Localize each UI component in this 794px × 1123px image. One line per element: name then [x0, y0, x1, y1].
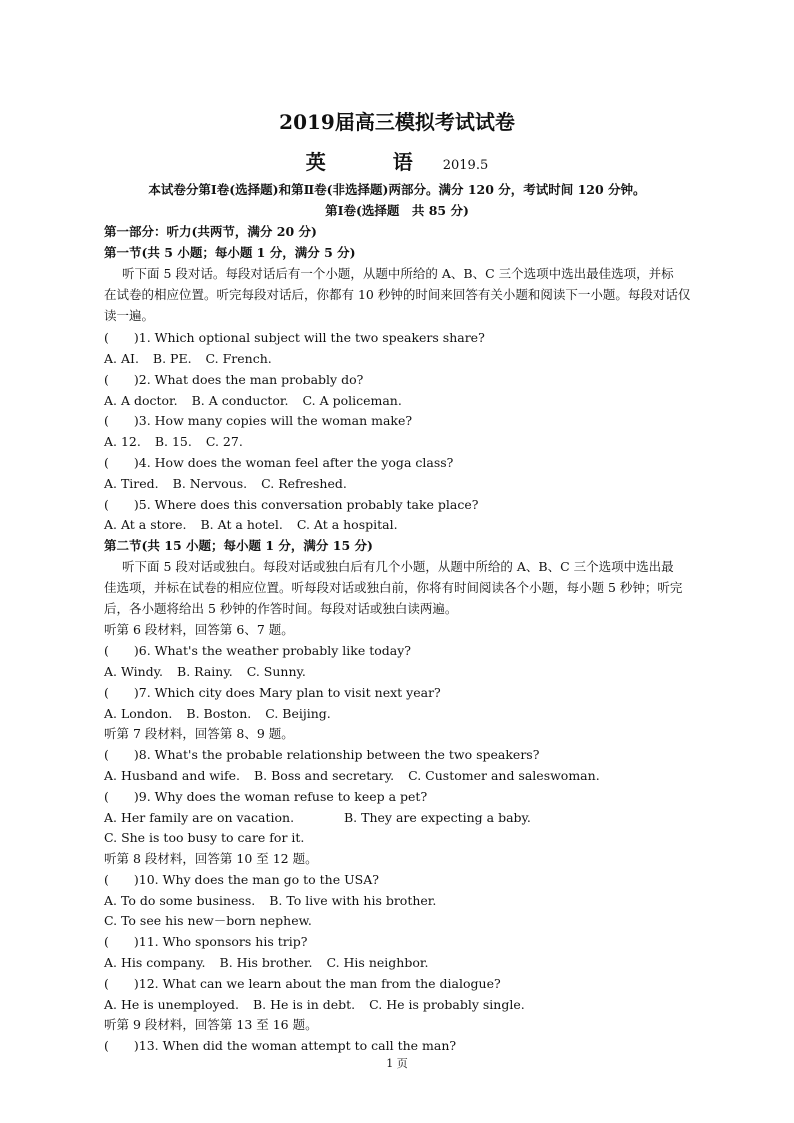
question-7-option-c: C. Beijing. [265, 706, 331, 721]
exam-date: 2019.5 [442, 158, 489, 173]
question-12-options [104, 997, 535, 1013]
part1-heading: 第一部分：听力(共两节，满分 20 分) [104, 224, 317, 239]
question-12-stem: ( )12. What can we learn about the man from the dialogue? [104, 976, 501, 991]
question-3-options [104, 434, 253, 450]
material-6-note: 听第 6 段材料，回答第 6、7 题。 [104, 622, 294, 637]
question-6-option-a: A. Windy. [104, 664, 164, 679]
volume-heading: 第Ⅰ卷(选择题 共 85 分) [325, 203, 469, 218]
page-number: 1 页 [386, 1057, 408, 1070]
question-7-stem: ( )7. Which city does Mary plan to visit next year? [104, 685, 441, 700]
material-8-note: 听第 8 段材料，回答第 10 至 12 题。 [104, 851, 318, 866]
question-7-option-a: A. London. [104, 706, 173, 721]
question-7-options [104, 706, 341, 722]
question-8-option-c: C. Customer and saleswoman. [408, 768, 600, 783]
question-3-option-a: A. 12. [104, 434, 141, 449]
question-10-option-b: B. To live with his brother. [269, 893, 437, 908]
question-12-option-c: C. He is probably single. [369, 997, 525, 1012]
question-5-options [104, 517, 408, 533]
question-2-option-b: B. A conductor. [191, 393, 289, 408]
material-7-note: 听第 7 段材料，回答第 8、9 题。 [104, 726, 294, 741]
question-1-stem: ( )1. Which optional subject will the two speakers share? [104, 330, 485, 345]
question-4-options [104, 476, 357, 492]
section2-instruction-line2: 佳选项，并标在试卷的相应位置。听每段对话或独白前，你将有时间阅读各个小题，每小题 5 秒钟；听完 [104, 580, 683, 595]
question-10-options-row1 [104, 893, 446, 909]
section1-heading: 第一节(共 5 小题；每小题 1 分，满分 5 分) [104, 245, 356, 260]
question-4-stem: ( )4. How does the woman feel after the yoga class? [104, 455, 454, 470]
question-3-stem: ( )3. How many copies will the woman make? [104, 413, 413, 428]
question-13-stem: ( )13. When did the woman attempt to call the man? [104, 1038, 457, 1053]
question-5-option-b: B. At a hotel. [200, 517, 283, 532]
question-12-option-b: B. He is in debt. [252, 997, 356, 1012]
question-6-options [104, 664, 316, 680]
question-9-options-row1 [104, 810, 531, 826]
question-3-option-b: B. 15. [154, 434, 192, 449]
question-6-stem: ( )6. What's the weather probably like today? [104, 643, 411, 658]
section1-instruction-line1: 听下面 5 段对话。每段对话后有一个小题，从题中所给的 A、B、C 三个选项中选出最佳选项，并标 [122, 266, 674, 281]
question-2-option-a: A. A doctor. [104, 393, 178, 408]
section2-instruction-line1: 听下面 5 段对话或独白。每段对话或独白后有几个小题，从题中所给的 A、B、C 三个选项中选出最 [122, 559, 674, 574]
question-11-stem: ( )11. Who sponsors his trip? [104, 934, 308, 949]
question-9-option-a: A. Her family are on vacation. [104, 810, 295, 825]
question-10-option-c: C. To see his new－born nephew. [104, 913, 312, 928]
question-8-options [104, 768, 610, 784]
subject-label: 英 语 [305, 150, 443, 174]
exam-intro: 本试卷分第Ⅰ卷(选择题)和第Ⅱ卷(非选择题)两部分。满分 120 分，考试时间 120 分钟。 [148, 182, 646, 197]
question-3-option-c: C. 27. [205, 434, 243, 449]
material-9-note: 听第 9 段材料，回答第 13 至 16 题。 [104, 1017, 318, 1032]
section2-heading: 第二节(共 15 小题；每小题 1 分，满分 15 分) [104, 538, 373, 553]
question-1-options [104, 351, 282, 367]
section1-instruction-line2: 在试卷的相应位置。听完每段对话后，你都有 10 秒钟的时间来回答有关小题和阅读下一小题。每段对话仅 [104, 287, 691, 302]
question-8-option-a: A. Husband and wife. [104, 768, 240, 783]
question-11-option-c: C. His neighbor. [326, 955, 429, 970]
question-1-option-a: A. AI. [104, 351, 139, 366]
question-6-option-c: C. Sunny. [246, 664, 306, 679]
question-2-options [104, 393, 412, 409]
question-4-option-a: A. Tired. [104, 476, 159, 491]
exam-title: 2019届高三模拟考试试卷 [279, 110, 515, 134]
question-10-stem: ( )10. Why does the man go to the USA? [104, 872, 379, 887]
question-9-option-c: C. She is too busy to care for it. [104, 830, 305, 845]
section2-instruction-line3: 后，各小题将给出 5 秒钟的作答时间。每段对话或独白读两遍。 [104, 601, 458, 616]
question-11-options [104, 955, 438, 971]
question-12-option-a: A. He is unemployed. [104, 997, 239, 1012]
question-7-option-b: B. Boston. [186, 706, 252, 721]
question-1-option-c: C. French. [205, 351, 272, 366]
question-5-option-a: A. At a store. [104, 517, 187, 532]
question-8-stem: ( )8. What's the probable relationship between the two speakers? [104, 747, 540, 762]
question-9-stem: ( )9. Why does the woman refuse to keep a pet? [104, 789, 428, 804]
question-11-option-b: B. His brother. [219, 955, 313, 970]
question-4-option-c: C. Refreshed. [261, 476, 347, 491]
question-1-option-b: B. PE. [152, 351, 192, 366]
exam-subtitle [0, 146, 794, 175]
section1-instruction-line3: 读一遍。 [104, 308, 155, 323]
question-8-option-b: B. Boss and secretary. [253, 768, 395, 783]
question-2-option-c: C. A policeman. [302, 393, 402, 408]
question-11-option-a: A. His company. [104, 955, 206, 970]
question-5-stem: ( )5. Where does this conversation probably take place? [104, 497, 479, 512]
question-6-option-b: B. Rainy. [177, 664, 233, 679]
question-10-option-a: A. To do some business. [104, 893, 256, 908]
question-5-option-c: C. At a hospital. [296, 517, 398, 532]
question-4-option-b: B. Nervous. [172, 476, 248, 491]
question-9-option-b: B. They are expecting a baby. [344, 810, 531, 825]
question-2-stem: ( )2. What does the man probably do? [104, 372, 364, 387]
